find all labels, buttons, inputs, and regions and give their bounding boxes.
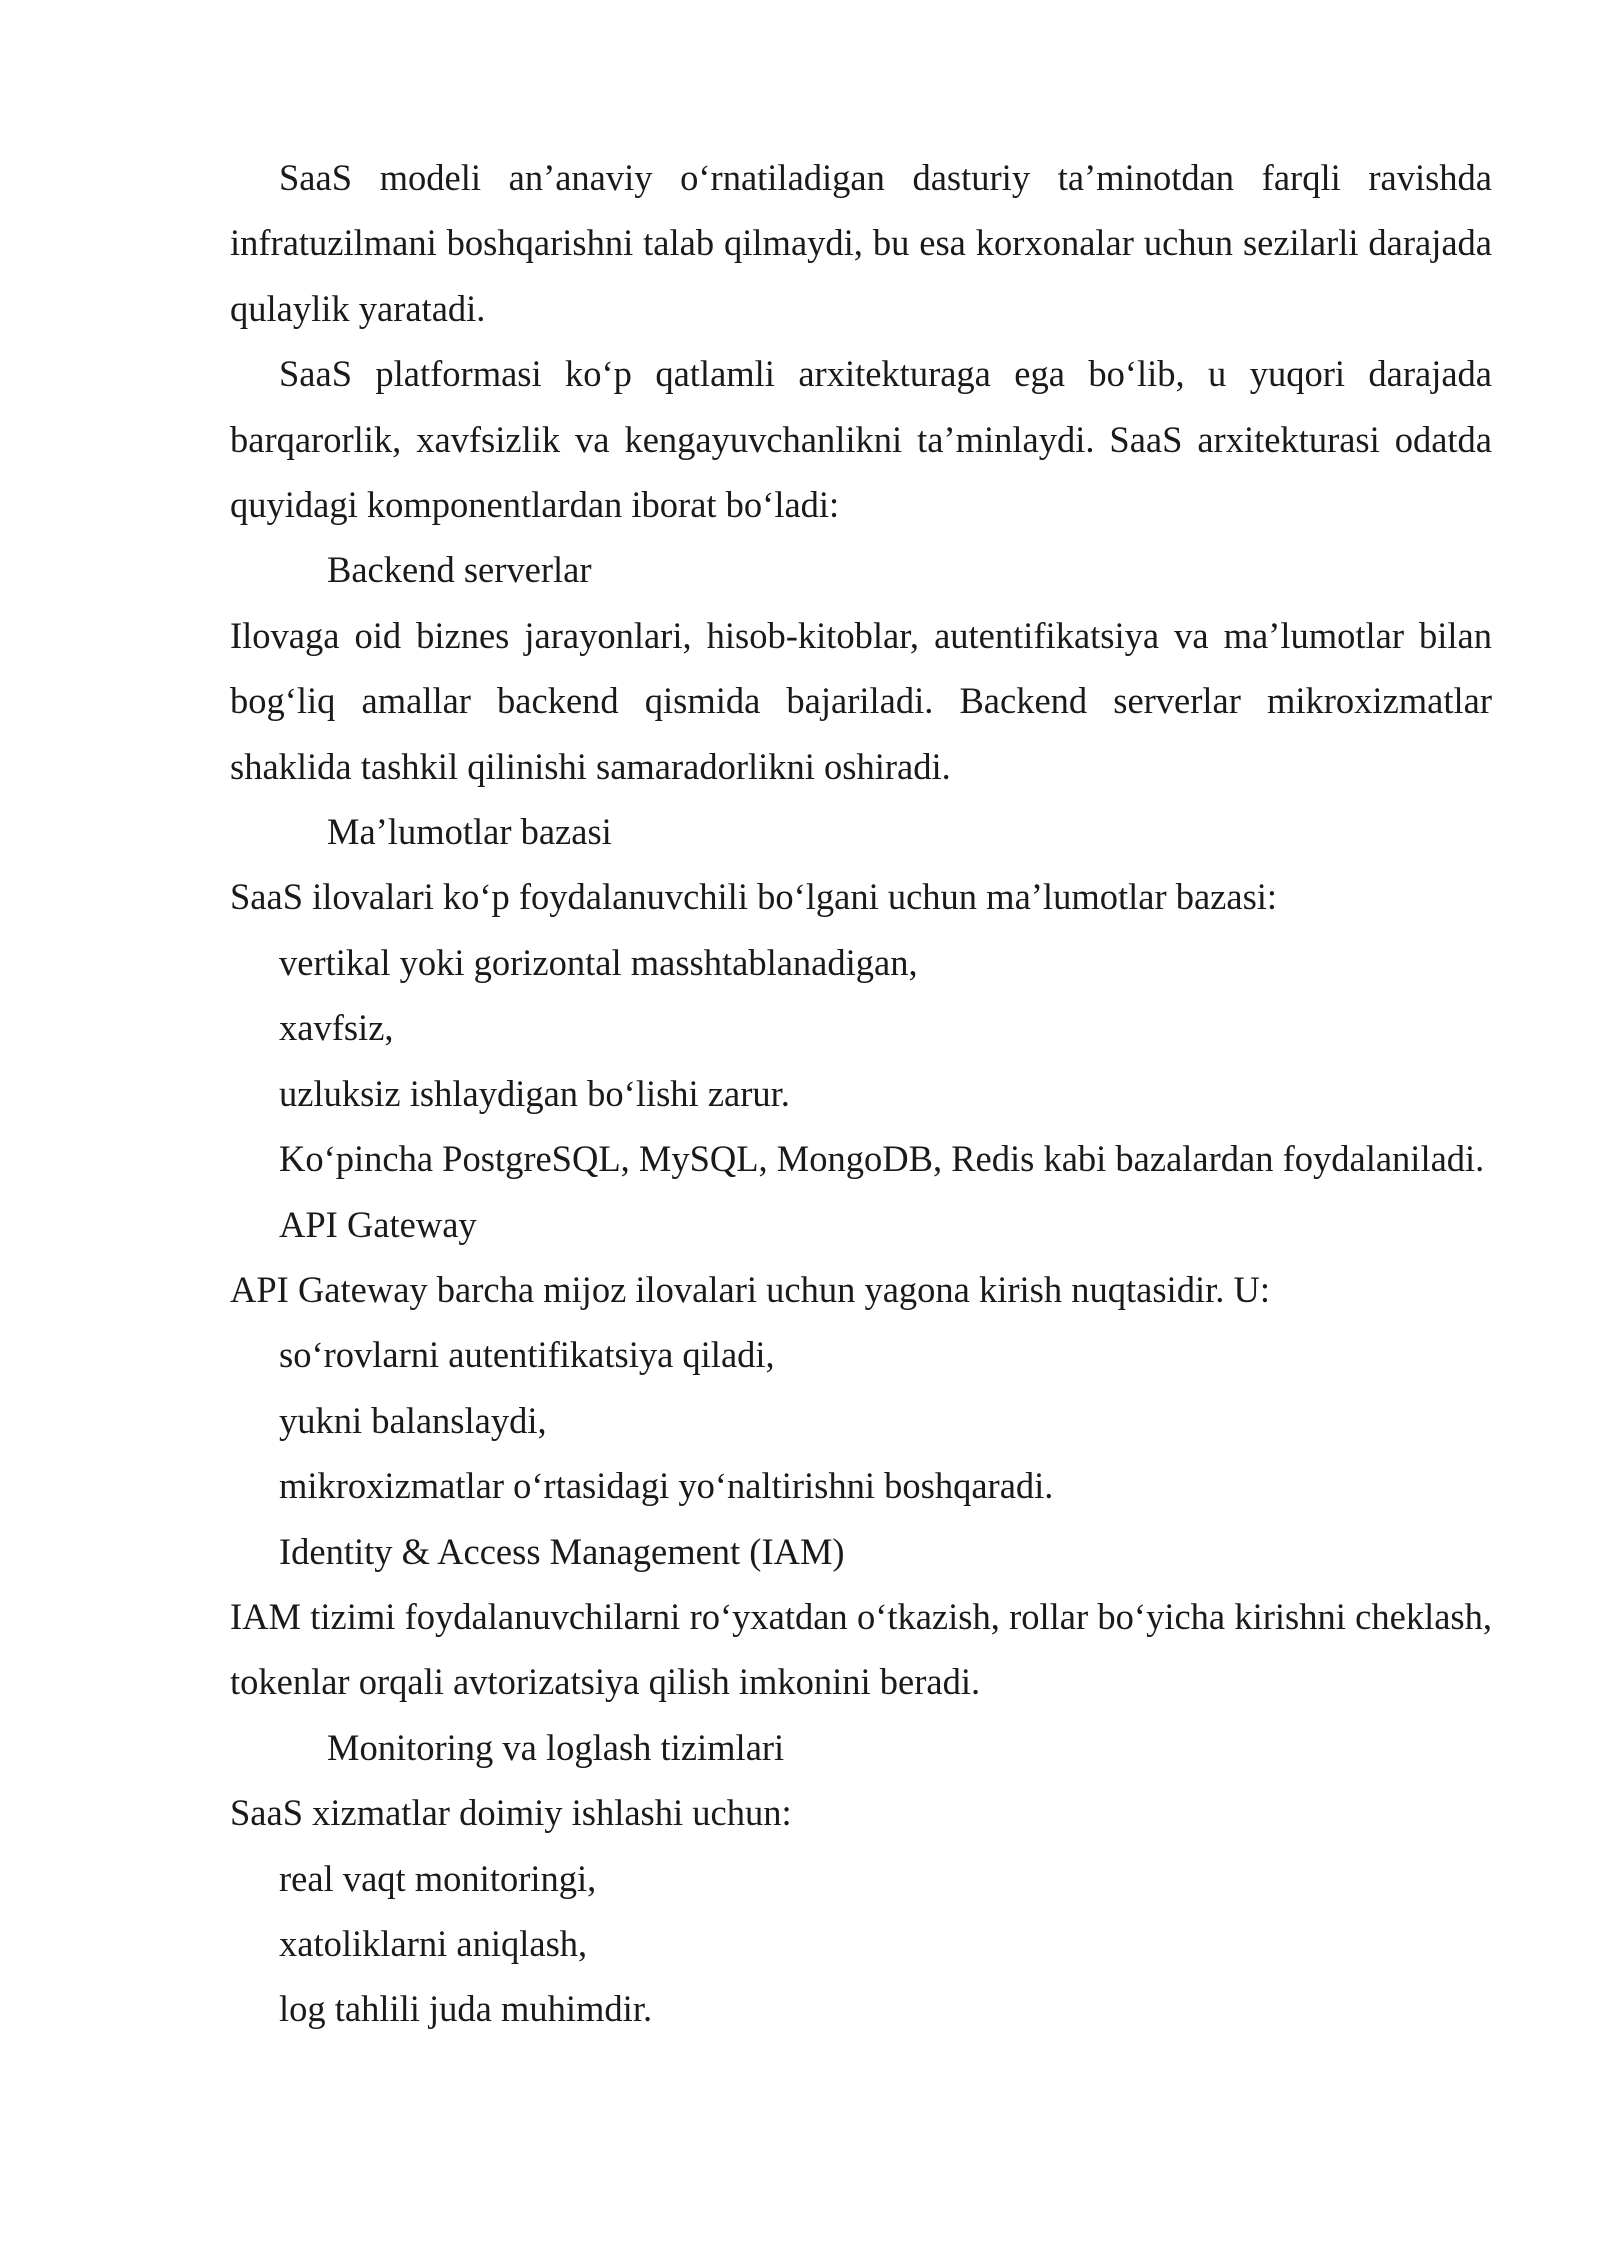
iam-body: IAM tizimi foydalanuvchilarni ro‘yxatdan o‘tkazish, rollar bo‘yicha kirishni cheklash, tokenlar orqali avtorizatsiya qilish imkonini beradi.: [230, 1595, 1492, 1703]
intro-paragraph-2: SaaS platformasi ko‘p qatlamli arxitekturaga ega bo‘lib, u yuqori darajada barqarorlik, xavfsizlik va kengayuvchanlikni ta’minlaydi. SaaS arxitekturasi odatda quyidagi komponentlardan iborat bo‘ladi:: [230, 353, 1492, 526]
document-body: [230, 145, 1492, 2042]
monitoring-list-item-1: real vaqt monitoringi,: [279, 1857, 597, 1899]
monitoring-intro: SaaS xizmatlar doimiy ishlashi uchun:: [230, 1792, 792, 1834]
gateway-list-item-2: yukni balanslaydi,: [279, 1399, 547, 1441]
monitoring-list-item-3: log tahlili juda muhimdir.: [279, 1988, 653, 2030]
monitoring-heading: Monitoring va loglash tizimlari: [327, 1726, 785, 1768]
database-note: Ko‘pincha PostgreSQL, MySQL, MongoDB, Redis kabi bazalardan foydalaniladi.: [279, 1138, 1485, 1180]
database-list-item-2: xavfsiz,: [279, 1007, 394, 1049]
intro-paragraph-1: SaaS modeli an’anaviy o‘rnatiladigan dasturiy ta’minotdan farqli ravishda infratuzilmani boshqarishni talab qilmaydi, bu esa korxonalar uchun sezilarli darajada qulaylik yaratadi.: [230, 157, 1492, 329]
backend-heading: Backend serverlar: [327, 549, 592, 591]
gateway-list-item-1: so‘rovlarni autentifikatsiya qiladi,: [279, 1334, 775, 1376]
monitoring-list-item-2: xatoliklarni aniqlash,: [279, 1922, 588, 1964]
backend-body: Ilovaga oid biznes jarayonlari, hisob-kitoblar, autentifikatsiya va ma’lumotlar bilan bog‘liq amallar backend qismida bajariladi. Backend serverlar mikroxizmatlar shaklida tashkil qilinishi samaradorlikni oshiradi.: [230, 614, 1492, 787]
gateway-heading: API Gateway: [279, 1203, 477, 1245]
gateway-list-item-3: mikroxizmatlar o‘rtasidagi yo‘naltirishni boshqaradi.: [279, 1465, 1054, 1507]
iam-heading: Identity & Access Management (IAM): [279, 1530, 845, 1572]
gateway-intro: API Gateway barcha mijoz ilovalari uchun yagona kirish nuqtasidir. U:: [230, 1268, 1270, 1310]
database-list-item-1: vertikal yoki gorizontal masshtablanadigan,: [279, 941, 918, 983]
database-heading: Ma’lumotlar bazasi: [327, 811, 612, 853]
database-intro: SaaS ilovalari ko‘p foydalanuvchili bo‘lgani uchun ma’lumotlar bazasi:: [230, 876, 1278, 918]
database-list-item-3: uzluksiz ishlaydigan bo‘lishi zarur.: [279, 1072, 790, 1114]
